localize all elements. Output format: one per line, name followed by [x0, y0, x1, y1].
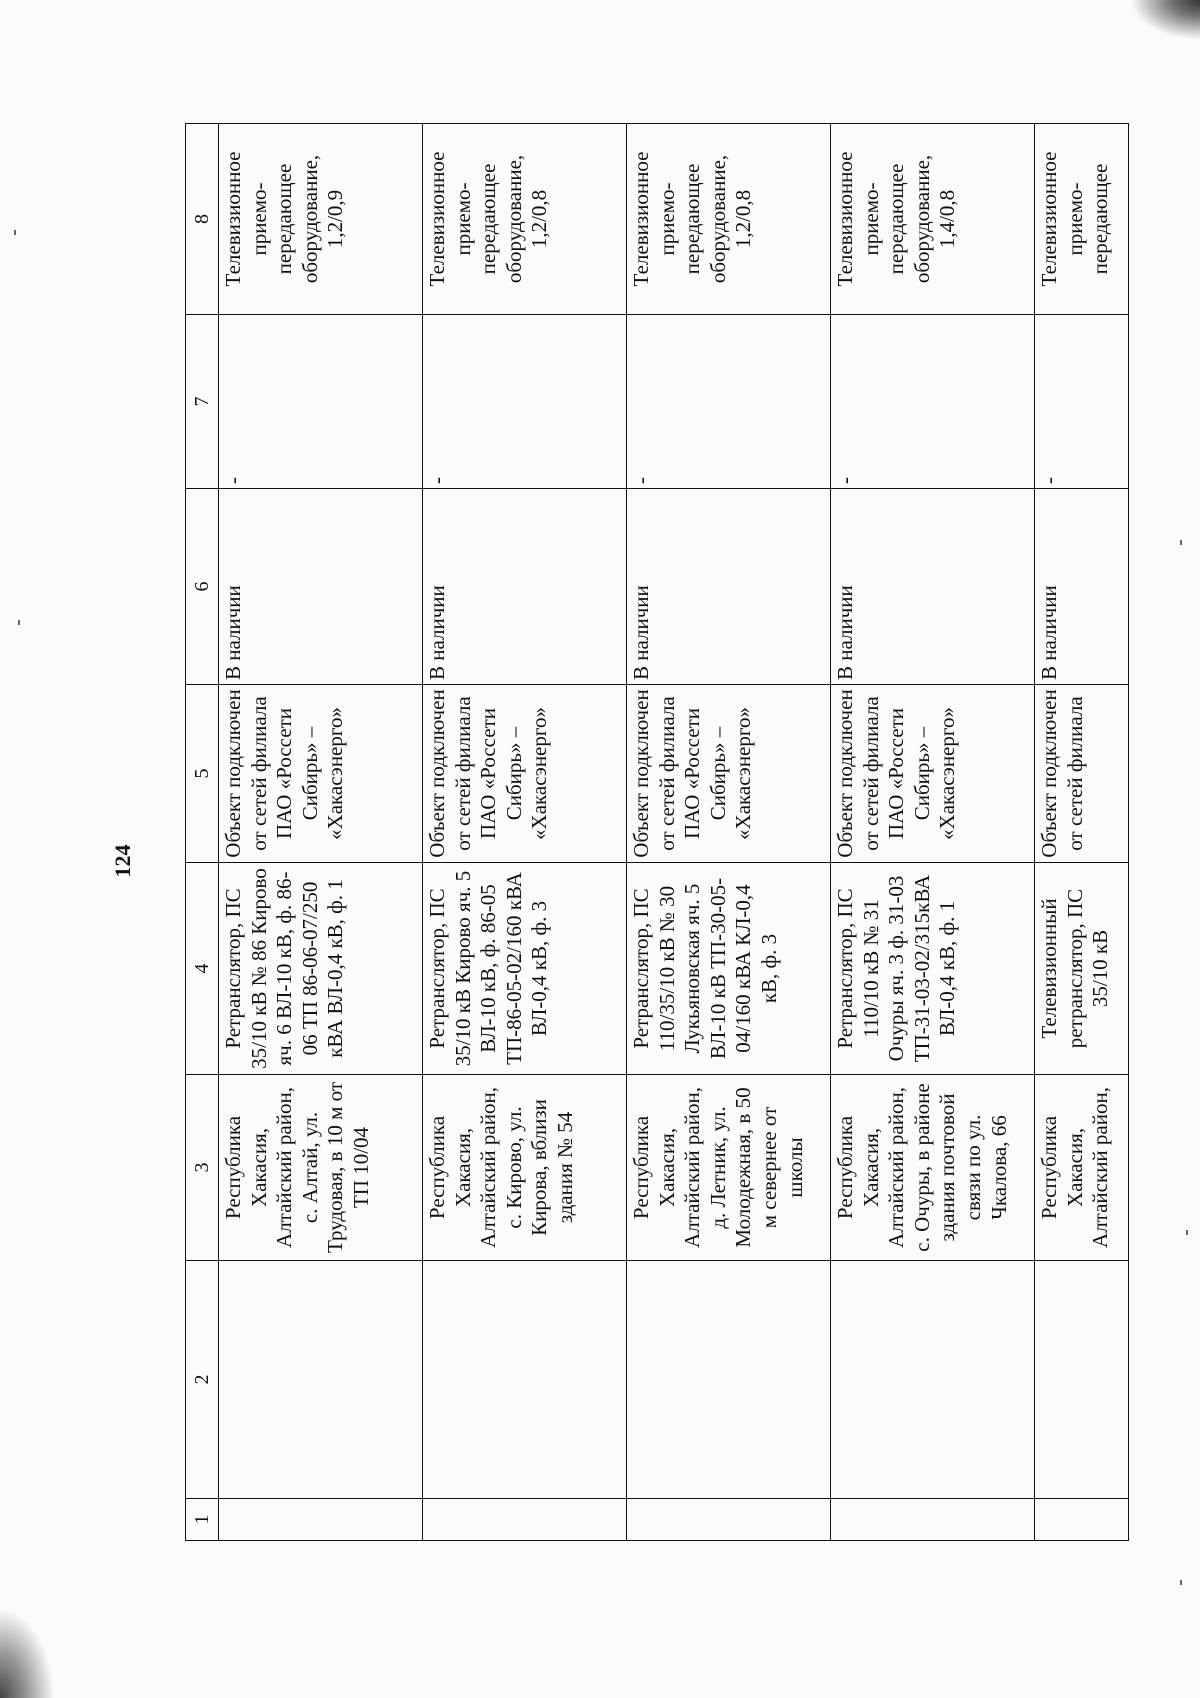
- cell-connection-point: Ретранслятор, ПС 110/10 кВ № 31 Очуры яч. 3 ф. 31-03 ТП-31-03-02/315кВА ВЛ-0,4 кВ, ф. 1: [831, 863, 1035, 1075]
- table-row: [1035, 124, 1129, 1541]
- cell-equipment: Телевизионное приемо-передающее оборудование, 1,2/0,8: [627, 124, 831, 315]
- scan-speck: [18, 620, 20, 625]
- column-header-3: 3: [186, 1075, 219, 1261]
- column-header-2: 2: [186, 1261, 219, 1499]
- scan-speck: [14, 230, 16, 235]
- cell-name: [831, 1261, 1035, 1499]
- page-number: 124: [110, 844, 135, 878]
- cell-col7: -: [423, 315, 627, 489]
- cell-col7: -: [627, 315, 831, 489]
- scan-shadow-top-right: [1130, 0, 1200, 40]
- cell-availability: В наличии: [831, 489, 1035, 685]
- cell-connection-point: Ретранслятор, ПС 35/10 кВ Кирово яч. 5 ВЛ-10 кВ, ф. 86-05 ТП-86-05-02/160 кВА ВЛ-0,4 кВ, ф. 3: [423, 863, 627, 1075]
- scan-speck: [1186, 1230, 1188, 1235]
- cell-power-source: Объект подключен от сетей филиала ПАО «Россети Сибирь» – «Хакасэнерго»: [219, 685, 423, 863]
- table-row: [627, 124, 831, 1541]
- column-header-7: 7: [186, 315, 219, 489]
- scan-shadow-bottom-left: [0, 1608, 55, 1698]
- table-row: [219, 124, 423, 1541]
- cell-availability: В наличии: [627, 489, 831, 685]
- cell-name: [219, 1261, 423, 1499]
- table-row: [831, 124, 1035, 1541]
- header-row: [186, 124, 219, 1541]
- cell-col7: -: [831, 315, 1035, 489]
- cell-col7: -: [219, 315, 423, 489]
- infrastructure-table: [185, 123, 1129, 1541]
- scan-speck: [1180, 1580, 1182, 1585]
- cell-col7: -: [1035, 315, 1129, 489]
- cell-address: Республика Хакасия, Алтайский район, с. Кирово, ул. Кирова, вблизи здания № 54: [423, 1075, 627, 1261]
- column-header-6: 6: [186, 489, 219, 685]
- cell-connection-point: Ретранслятор, ПС 110/35/10 кВ № 30 Лукьяновская яч. 5 ВЛ-10 кВ ТП-30-05-04/160 кВА КЛ-0,4 кВ, ф. 3: [627, 863, 831, 1075]
- cell-number: [831, 1499, 1035, 1541]
- cell-power-source: Объект подключен от сетей филиала ПАО «Россети Сибирь» – «Хакасэнерго»: [831, 685, 1035, 863]
- cell-power-source: Объект подключен от сетей филиала ПАО «Россети Сибирь» – «Хакасэнерго»: [627, 685, 831, 863]
- cell-address: Республика Хакасия, Алтайский район, с. Очуры, в районе здания почтовой связи по ул. Чкалова, 66: [831, 1075, 1035, 1261]
- cell-equipment: Телевизионное приемо-передающее оборудование, 1,4/0,8: [831, 124, 1035, 315]
- cell-availability: В наличии: [423, 489, 627, 685]
- scan-speck: [1180, 540, 1182, 545]
- cell-connection-point: Ретранслятор, ПС 35/10 кВ № 86 Кирово яч. 6 ВЛ-10 кВ, ф. 86-06 ТП 86-06-07/250 кВА ВЛ-0,4 кВ, ф. 1: [219, 863, 423, 1075]
- column-header-5: 5: [186, 685, 219, 863]
- cell-availability: В наличии: [1035, 489, 1129, 685]
- cell-address: Республика Хакасия, Алтайский район,: [1035, 1075, 1129, 1261]
- cell-equipment: Телевизионное приемо-передающее оборудование, 1,2/0,9: [219, 124, 423, 315]
- cell-address: Республика Хакасия, Алтайский район, с. Алтай, ул. Трудовая, в 10 м от ТП 10/04: [219, 1075, 423, 1261]
- cell-number: [1035, 1499, 1129, 1541]
- cell-power-source: Объект подключен от сетей филиала: [1035, 685, 1129, 863]
- cell-equipment: Телевизионное приемо-передающее оборудование, 1,2/0,8: [423, 124, 627, 315]
- cell-name: [423, 1261, 627, 1499]
- cell-address: Республика Хакасия, Алтайский район, д. Летник, ул. Молодежная, в 50 м севернее от школы: [627, 1075, 831, 1261]
- column-header-1: 1: [186, 1499, 219, 1541]
- cell-equipment: Телевизионное приемо-передающее: [1035, 124, 1129, 315]
- table-row: [423, 124, 627, 1541]
- cell-name: [1035, 1261, 1129, 1499]
- cell-connection-point: Телевизионный ретранслятор, ПС 35/10 кВ: [1035, 863, 1129, 1075]
- column-header-8: 8: [186, 124, 219, 315]
- cell-number: [627, 1499, 831, 1541]
- cell-number: [423, 1499, 627, 1541]
- cell-name: [627, 1261, 831, 1499]
- column-header-4: 4: [186, 863, 219, 1075]
- cell-number: [219, 1499, 423, 1541]
- cell-availability: В наличии: [219, 489, 423, 685]
- cell-power-source: Объект подключен от сетей филиала ПАО «Россети Сибирь» – «Хакасэнерго»: [423, 685, 627, 863]
